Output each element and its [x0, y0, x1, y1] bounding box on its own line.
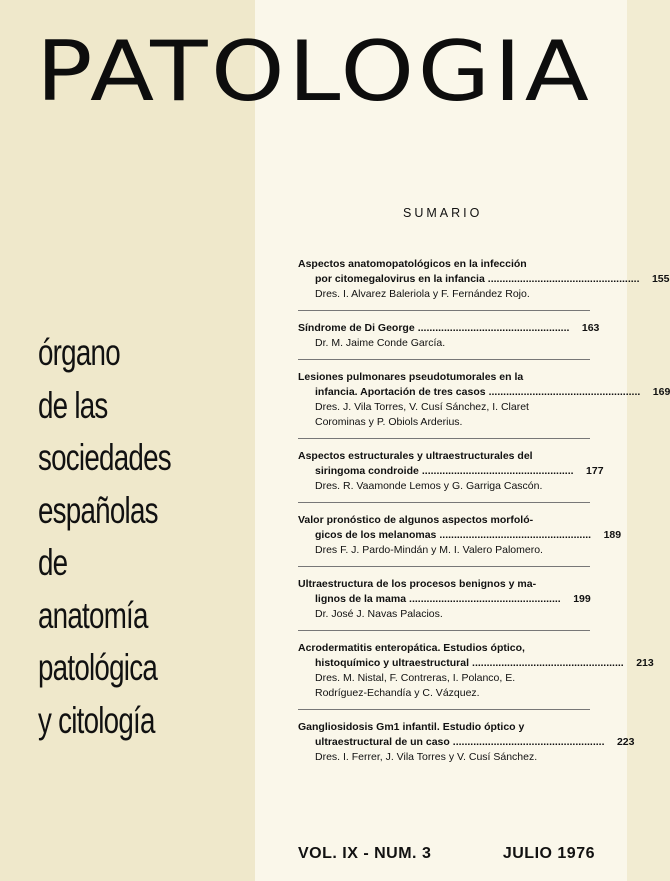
- toc-entry-title: Aspectos estructurales y ultraestructurales del: [298, 450, 533, 462]
- divider: [298, 310, 590, 311]
- toc-entry-page: 169: [652, 386, 670, 398]
- toc-entry-authors: Dres. J. Vila Torres, V. Cusí Sánchez, I. Claret Corominas y P. Obiols Arderius.: [315, 401, 529, 428]
- toc-entry: [298, 577, 590, 622]
- divider: [298, 502, 590, 503]
- toc-entry: [298, 321, 600, 351]
- toc-entry-authors: Dres. I. Ferrer, J. Vila Torres y V. Cusí Sánchez.: [315, 751, 538, 763]
- toc-entry-title: Acrodermatitis enteropática. Estudios óptico,: [298, 642, 525, 654]
- toc-entry-authors: Dres. M. Nistal, F. Contreras, I. Polanco, E. Rodríguez-Echandía y C. Vázquez.: [315, 672, 516, 699]
- toc-entry-page: 177: [586, 465, 604, 477]
- toc-entry-title: lignos de la mama: [315, 593, 407, 605]
- leader-dots: ....................................................: [472, 657, 624, 669]
- sumario-heading: SUMARIO: [403, 206, 483, 220]
- divider: [298, 630, 590, 631]
- toc-entry-page: 189: [603, 529, 622, 541]
- subtitle-line: y citología: [38, 699, 155, 741]
- toc-entry-title: histoquímico y ultraestructural: [315, 657, 470, 669]
- leader-dots: ....................................................: [421, 465, 574, 477]
- table-of-contents: [298, 257, 670, 765]
- subtitle-line: anatomía: [38, 594, 148, 636]
- leader-dots: ....................................................: [488, 386, 641, 398]
- toc-entry-authors: Dres. I. Alvarez Baleriola y F. Fernández Rojo.: [315, 288, 530, 300]
- toc-entry-title: gicos de los melanomas: [315, 529, 437, 541]
- leader-dots: ....................................................: [487, 273, 640, 285]
- toc-entry-authors: Dres F. J. Pardo-Mindán y M. I. Valero Palomero.: [315, 544, 543, 556]
- divider: [298, 438, 590, 439]
- toc-entry-title: Valor pronóstico de algunos aspectos morfoló-: [298, 514, 534, 526]
- toc-entry-title: Síndrome de Di George: [298, 322, 415, 334]
- toc-entry-page: 163: [581, 322, 600, 334]
- toc-entry: [298, 641, 654, 701]
- toc-entry: [298, 513, 622, 558]
- divider: [298, 709, 590, 710]
- journal-subtitle: [38, 327, 199, 747]
- journal-title: PATOLOGIA: [36, 23, 593, 120]
- toc-entry: [298, 370, 670, 430]
- subtitle-line: sociedades: [38, 437, 171, 478]
- toc-entry-authors: Dres. R. Vaamonde Lemos y G. Garriga Cascón.: [315, 480, 543, 492]
- subtitle-line: patológica: [38, 647, 158, 688]
- toc-entry: [298, 257, 670, 302]
- issue-date: JULIO 1976: [502, 845, 595, 862]
- volume-number: VOL. IX - NUM. 3: [298, 845, 432, 862]
- subtitle-line: de las: [38, 384, 108, 426]
- toc-entry-title: por citomegalovirus en la infancia: [315, 273, 485, 285]
- toc-entry-page: 223: [616, 736, 635, 748]
- subtitle-line: órgano: [38, 332, 120, 373]
- toc-entry-title: siringoma condroide: [315, 465, 419, 477]
- divider: [298, 566, 590, 567]
- toc-entry-title: Aspectos anatomopatológicos en la infección: [298, 258, 527, 270]
- toc-entry-page: 155: [651, 273, 670, 285]
- toc-entry-title: Lesiones pulmonares pseudotumorales en la: [298, 371, 524, 383]
- toc-entry-title: Ultraestructura de los procesos benignos y ma-: [298, 578, 537, 590]
- toc-entry-title: ultraestructural de un caso: [315, 736, 450, 748]
- toc-entry: [298, 720, 635, 765]
- toc-entry: [298, 449, 604, 494]
- subtitle-line: de: [38, 542, 68, 583]
- toc-entry-page: 213: [636, 657, 654, 669]
- toc-entry-page: 199: [573, 593, 591, 605]
- toc-entry-authors: Dr. M. Jaime Conde García.: [315, 337, 446, 349]
- leader-dots: ....................................................: [439, 529, 592, 541]
- toc-entry-title: infancia. Aportación de tres casos: [315, 386, 486, 398]
- subtitle-line: españolas: [38, 489, 158, 531]
- divider: [298, 359, 590, 360]
- toc-entry-title: Gangliosidosis Gm1 infantil. Estudio óptico y: [298, 721, 525, 733]
- leader-dots: ....................................................: [409, 593, 561, 605]
- leader-dots: ....................................................: [452, 736, 605, 748]
- toc-entry-authors: Dr. José J. Navas Palacios.: [315, 608, 443, 620]
- leader-dots: ....................................................: [417, 322, 570, 334]
